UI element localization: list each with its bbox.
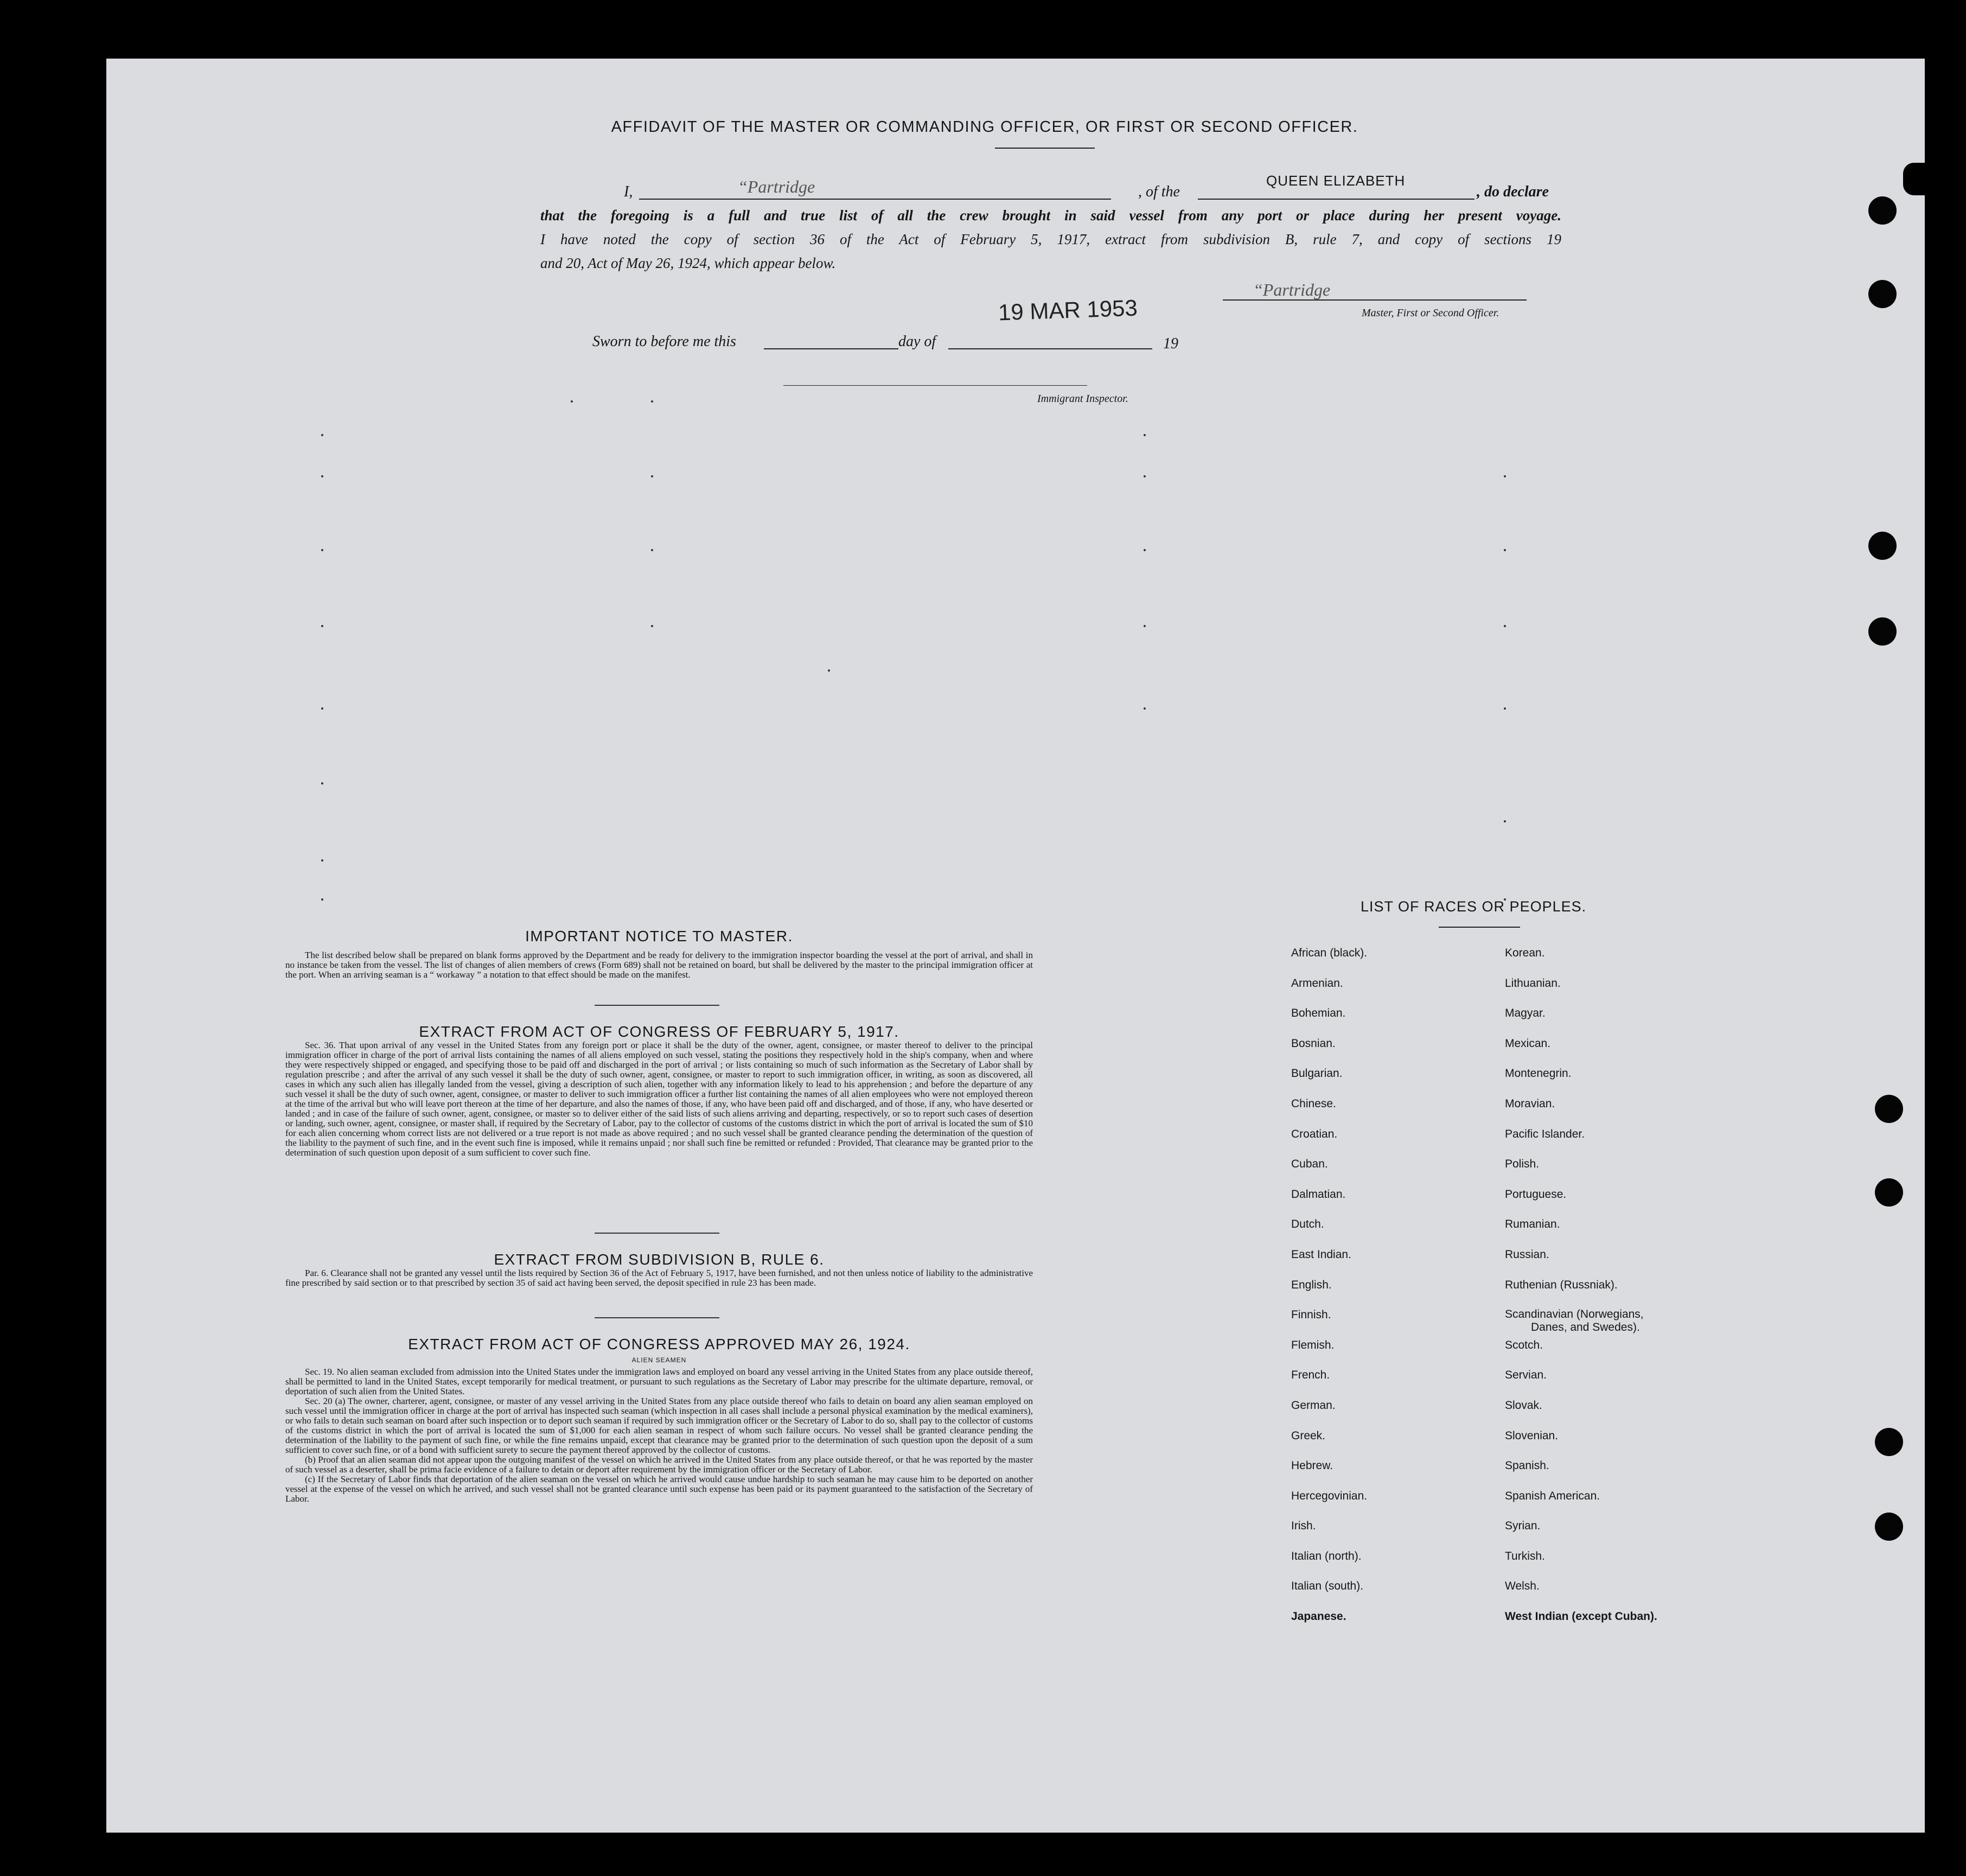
notice-paragraph: The list described below shall be prepared on blank forms approved by the Department and be ready for delivery to the immigration inspector boarding the vessel at the port of arrival, and shall in no instance be taken from the vessel. The list of changes of alien members of crews (Form 689) shall not be retained on board, but shall be delivered by the master to the principal immigration officer at the port. When an arriving seaman is a “ workaway ” a notation to that effect should be made on the manifest.	[285, 950, 1033, 980]
notice-text	[285, 950, 1033, 980]
dot-mark	[651, 625, 653, 627]
race-item: Bohemian.	[1291, 1007, 1346, 1020]
of-the-label: , of the	[1138, 183, 1180, 200]
race-item: African (black).	[1291, 947, 1368, 959]
race-item: Polish.	[1505, 1158, 1540, 1171]
race-item: Slovak.	[1505, 1399, 1542, 1412]
dot-mark	[1144, 475, 1146, 477]
date-stamp: 19 MAR 1953	[998, 295, 1138, 326]
section-separator	[595, 1005, 719, 1006]
dot-mark	[321, 475, 323, 477]
dot-mark	[651, 549, 653, 551]
race-item: Syrian.	[1505, 1520, 1541, 1533]
race-item: Bulgarian.	[1291, 1067, 1343, 1080]
dot-mark	[321, 625, 323, 627]
race-item: Hebrew.	[1291, 1459, 1333, 1472]
race-item: Rumanian.	[1505, 1218, 1560, 1231]
race-item: Servian.	[1505, 1369, 1547, 1382]
race-item: Scotch.	[1505, 1338, 1543, 1351]
declaration-line-1: that the foregoing is a full and true list of all the crew brought in said vessel from any port or place during her present voyage.	[540, 207, 1561, 224]
dot-mark	[1504, 549, 1506, 551]
race-item: Magyar.	[1505, 1007, 1546, 1020]
dot-mark	[1144, 707, 1146, 710]
binder-hole	[1875, 1178, 1903, 1207]
race-item: Hercegovinian.	[1291, 1489, 1368, 1502]
race-item: Bosnian.	[1291, 1037, 1336, 1050]
declaration-line-2: I have noted the copy of section 36 of the Act of February 5, 1917, extract from subdivision B, rule 7, and copy of sections 19	[540, 231, 1561, 247]
dot-mark	[1504, 707, 1506, 710]
officer-i-label: I,	[624, 183, 633, 200]
officer-name-line	[639, 199, 1111, 200]
extract-1917-text	[285, 1041, 1033, 1158]
race-item: Irish.	[1291, 1520, 1316, 1533]
race-item: Italian (south).	[1291, 1580, 1364, 1593]
race-item: Spanish.	[1505, 1459, 1549, 1472]
race-item-continuation: Danes, and Swedes).	[1531, 1321, 1640, 1334]
officer-signature: “Partridge	[738, 177, 815, 196]
section-separator	[595, 1317, 719, 1318]
race-item: English.	[1291, 1278, 1332, 1291]
race-item: Scandinavian (Norwegians,	[1505, 1308, 1644, 1321]
race-item: Korean.	[1505, 947, 1545, 959]
binder-hole	[1875, 1428, 1903, 1456]
page-tear-mark	[1903, 163, 1925, 195]
race-item: Pacific Islander.	[1505, 1127, 1585, 1140]
race-item: Portuguese.	[1505, 1188, 1567, 1201]
sec20a-paragraph: Sec. 20 (a) The owner, charterer, agent, consignee, or master of any vessel arriving in the United States from any place outside thereof who fails to detain on board any alien seaman employed on such vessel until the immigration officer in charge at the port of arrival has inspected such seaman (which inspection in all cases shall include a personal physical examination by the medical examiners), or who fails to detain such seaman on board after such inspection or to deport such seaman if required by such immigration officer or the Secretary of Labor to do so, shall pay to the collector of customs of the customs district in which the port of arrival is located the sum of $1,000 for each alien seaman in respect of whom such failure occurs. No vessel shall be granted clearance pending the determination of the liability to the payment of such fine, or while the fine remains unpaid, except that clearance may be granted prior to the determination of such question upon the deposit of a sum sufficient to cover such fine, or of a bond with sufficient surety to secure the payment thereof approved by the collector of customs.	[285, 1396, 1033, 1455]
race-item: Italian (north).	[1291, 1549, 1362, 1562]
race-item: Russian.	[1505, 1248, 1549, 1261]
dot-mark	[321, 782, 323, 784]
race-item-multiline	[1505, 1308, 1722, 1338]
race-item: Cuban.	[1291, 1158, 1328, 1171]
race-item: East Indian.	[1291, 1248, 1351, 1261]
master-signature: “Partridge	[1253, 280, 1331, 299]
binder-hole	[1868, 617, 1897, 646]
race-item: Japanese.	[1291, 1610, 1346, 1623]
race-item: Dalmatian.	[1291, 1188, 1346, 1201]
vessel-name: QUEEN ELIZABETH	[1266, 173, 1406, 189]
sworn-label: Sworn to before me this	[592, 333, 736, 350]
dot-mark	[1144, 625, 1146, 627]
dot-mark	[651, 475, 653, 477]
race-item: Flemish.	[1291, 1338, 1335, 1351]
race-item: Montenegrin.	[1505, 1067, 1572, 1080]
binder-hole	[1875, 1513, 1903, 1541]
dot-mark	[828, 669, 830, 672]
dot-mark	[321, 549, 323, 551]
sec36-paragraph: Sec. 36. That upon arrival of any vessel in the United States from any foreign port or place it shall be the duty of the owner, agent, consignee, or master thereof to deliver to the principal immigration officer in charge of the port of arrival lists containing the names of all aliens employed on such vessel, stating the positions they respectively hold in the ship's company, when and where they were respectively shipped or engaged, and specifying those to be paid off and discharged in the port of arrival ; or lists containing so much of such information as the Secretary of Labor shall by regulation prescribe ; and after the arrival of any such vessel it shall be the duty of such owner, agent, consignee, or master to report to such immigration officer, in writing, as soon as discovered, all cases in which any such alien has illegally landed from the vessel, giving a description of such alien, together with any information likely to lead to his apprehension ; and before the departure of any such vessel it shall be the duty of such owner, agent, consignee, or master to deliver to such immigration officer a further list containing the names of all alien employees who were not employed thereon at the time of the arrival but who will leave port thereon at the time of her departure, and also the names of those, if any, who have been paid off and discharged, and of those, if any, who have deserted or landed ; and in case of the failure of such owner, agent, consignee, or master so to deliver either of the said lists of such aliens arriving and departing, respectively, or so to report such cases of desertion or landing, such owner, agent, consignee, or master shall, if required by the Secretary of Labor, pay to the collector of customs of the customs district in which the port of arrival is located the sum of $10 for each alien concerning whom correct lists are not delivered or a true report is not made as above required ; and no such vessel shall be granted clearance pending the determination of the question of the liability to the payment of such fine, and in the event such fine is imposed, while it remains unpaid ; nor shall such fine be remitted or refunded : Provided, That clearance may be granted prior to the determination of such question upon deposit of a sum sufficient to cover such fine.	[285, 1040, 1033, 1158]
extract-1917-title: EXTRACT FROM ACT OF CONGRESS OF FEBRUARY 5, 1917.	[419, 1023, 899, 1040]
race-item: Greek.	[1291, 1429, 1326, 1442]
race-item: Mexican.	[1505, 1037, 1551, 1050]
alien-seamen-subtitle: ALIEN SEAMEN	[631, 1356, 687, 1364]
par6-paragraph: Par. 6. Clearance shall not be granted any vessel until the lists required by Section 36 of the Act of February 5, 1917, have been furnished, and not then unless notice of liability to the administrative fine prescribed by said section or to that prescribed by section 35 of said act having been served, the deposit specified in rule 23 has been made.	[285, 1268, 1033, 1288]
race-item: Armenian.	[1291, 977, 1343, 990]
races-right-column	[1505, 946, 1722, 1640]
title-underline	[995, 148, 1095, 149]
dot-mark	[321, 434, 323, 436]
race-item: Finnish.	[1291, 1309, 1331, 1322]
race-item: German.	[1291, 1399, 1336, 1412]
dot-mark	[651, 400, 653, 403]
races-title: LIST OF RACES OR PEOPLES.	[1361, 898, 1587, 915]
race-item: Turkish.	[1505, 1549, 1545, 1562]
sworn-month-line	[948, 348, 1152, 349]
dot-mark	[321, 707, 323, 710]
race-item: Spanish American.	[1505, 1489, 1600, 1502]
affidavit-title: AFFIDAVIT OF THE MASTER OR COMMANDING OFFICER, OR FIRST OR SECOND OFFICER.	[611, 118, 1358, 136]
dot-mark	[1504, 475, 1506, 477]
declaration-line-3: and 20, Act of May 26, 1924, which appear below.	[540, 255, 836, 271]
races-left-column	[1291, 946, 1486, 1640]
subdivision-text	[285, 1268, 1033, 1288]
subdivision-title: EXTRACT FROM SUBDIVISION B, RULE 6.	[494, 1251, 825, 1268]
dot-mark	[1144, 434, 1146, 436]
sec20c-paragraph: (c) If the Secretary of Labor finds that deportation of the alien seaman on the vessel on which he arrived would cause undue hardship to such seaman he may cause him to be deported on another vessel at the expense of the vessel on which he arrived, and such vessel shall not be granted clearance until such expense has been paid or its payment guaranteed to the satisfaction of the Secretary of Labor.	[285, 1474, 1033, 1504]
year-prefix: 19	[1163, 335, 1178, 352]
sec20b-paragraph: (b) Proof that an alien seaman did not appear upon the outgoing manifest of the vessel on which he arrived in the United States from any place outside thereof, or that he was reported by the master of such vessel as a deserter, shall be prima facie evidence of a failure to detain or deport after requirement by the immigration officer or the Secretary of Labor.	[285, 1454, 1033, 1475]
race-item: Dutch.	[1291, 1218, 1324, 1231]
dot-mark	[1144, 549, 1146, 551]
dot-mark	[1504, 625, 1506, 627]
day-of-label: day of	[898, 333, 936, 350]
inspector-signature-line	[783, 385, 1087, 386]
race-item: Ruthenian (Russniak).	[1505, 1278, 1618, 1291]
binder-hole	[1875, 1095, 1903, 1123]
section-separator	[595, 1233, 719, 1234]
sec19-paragraph: Sec. 19. No alien seaman excluded from admission into the United States under the immigration laws and employed on board any vessel arriving in the United States from any place outside thereof, shall be permitted to land in the United States, except temporarily for medical treatment, or pursuant to such regulations as the Secretary of Labor may prescribe for the ultimate departure, removal, or deportation of such alien from the United States.	[285, 1367, 1033, 1396]
race-item: French.	[1291, 1369, 1330, 1382]
notice-title: IMPORTANT NOTICE TO MASTER.	[525, 928, 793, 945]
dot-mark	[321, 859, 323, 862]
extract-1924-text	[285, 1367, 1033, 1504]
race-item: West Indian (except Cuban).	[1505, 1610, 1657, 1623]
race-item: Chinese.	[1291, 1097, 1336, 1110]
binder-hole	[1868, 196, 1897, 225]
dot-mark	[571, 400, 573, 403]
race-item: Welsh.	[1505, 1580, 1540, 1593]
master-caption: Master, First or Second Officer.	[1362, 307, 1499, 319]
inspector-caption: Immigrant Inspector.	[1037, 393, 1128, 405]
dot-mark	[1504, 820, 1506, 822]
race-item: Moravian.	[1505, 1097, 1555, 1110]
sworn-day-line	[764, 348, 898, 349]
extract-1924-title: EXTRACT FROM ACT OF CONGRESS APPROVED MAY 26, 1924.	[408, 1336, 910, 1352]
dot-mark	[321, 898, 323, 901]
binder-hole	[1868, 532, 1897, 560]
do-declare-label: , do declare	[1477, 183, 1549, 200]
race-item: Croatian.	[1291, 1127, 1338, 1140]
race-item: Lithuanian.	[1505, 977, 1561, 990]
races-title-underline	[1439, 927, 1520, 928]
vessel-name-line	[1198, 199, 1475, 200]
race-item: Slovenian.	[1505, 1429, 1559, 1442]
binder-hole	[1868, 280, 1897, 308]
